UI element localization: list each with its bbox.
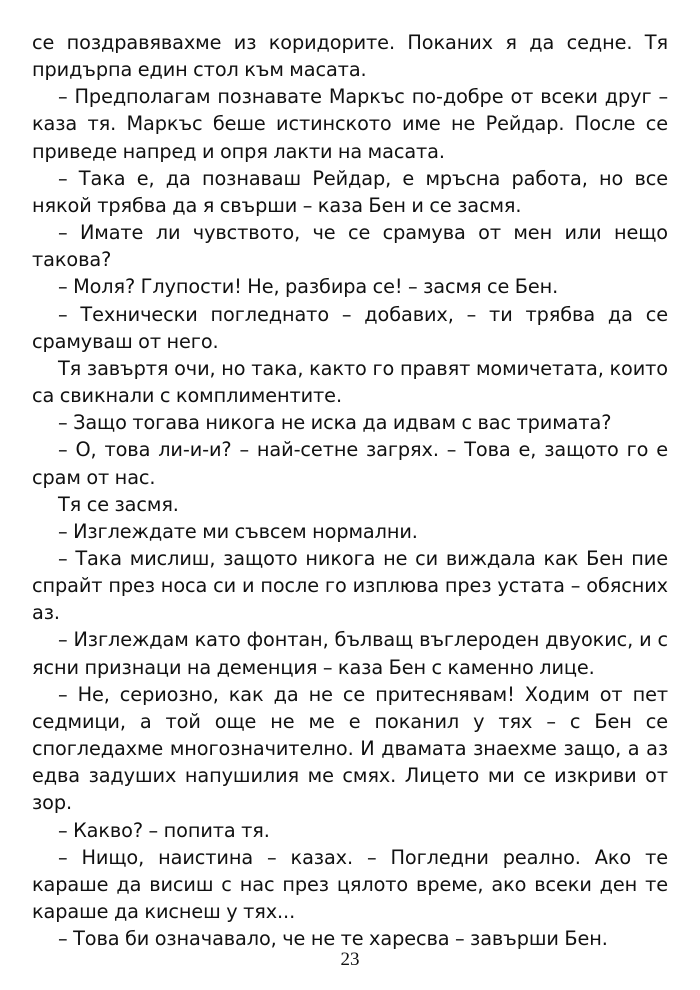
paragraph: – О, това ли-и-и? – най-сетне загрях. – Това е, защото го е срам от нас. [32, 438, 668, 489]
paragraph: Тя завъртя очи, но така, както го правят момичетата, които са свикнали с комплиментите. [32, 356, 668, 408]
paragraph: – Така е, да познаваш Рейдар, е мръсна работа, но все някой трябва да я свърши – каза Бен и се засмя. [32, 166, 668, 217]
paragraph: – Какво? – попита тя. [58, 818, 270, 842]
page-body [32, 29, 668, 952]
paragraph: – Така мислиш, защото никога не си виждала как Бен пие спрайт през носа си и после го изплюва през устата – обясних аз. [32, 546, 668, 625]
paragraph: – Предполагам познавате Маркъс по-добре от всеки друг – каза тя. Маркъс беше истинското име не Рейдар. После се приведе напред и опря лакти на масата. [32, 85, 668, 163]
paragraph: се поздравявахме из коридорите. Поканих я да седне. Тя придърпа един стол към масата. [32, 31, 668, 82]
page-number: 23 [340, 949, 360, 970]
paragraph: – Защо тогава никога не иска да идвам с вас тримата? [58, 411, 612, 435]
paragraph: – Изглеждате ми съвсем нормални. [58, 519, 418, 543]
paragraph: – Не, сериозно, как да не се притеснявам! Ходим от пет седмици, а той още не ме е поканил у тях – с Бен се спогледахме многозначително. И двамата знаехме защо, а аз едва задуших напушилия ме смях. Лицето ми се изкриви от зор. [32, 682, 668, 815]
paragraph: Тя се засмя. [58, 492, 179, 516]
paragraph: – Моля? Глупости! Не, разбира се! – засмя се Бен. [58, 275, 559, 299]
paragraph: – Имате ли чувството, че се срамува от мен или нещо такова? [32, 221, 668, 272]
paragraph: – Технически погледнато – добавих, – ти трябва да се срамуваш от него. [32, 302, 668, 353]
paragraph: – Това би означавало, че не те харесва – завърши Бен. [58, 927, 608, 951]
paragraph: – Изглеждам като фонтан, бълващ въглероден двуокис, и с ясни признаци на деменция – каза Бен с каменно лице. [32, 628, 668, 679]
paragraph: – Нищо, наистина – казах. – Погледни реално. Ако те караше да висиш с нас през цялото време, ако всеки ден те караше да киснеш у тях... [32, 845, 668, 923]
